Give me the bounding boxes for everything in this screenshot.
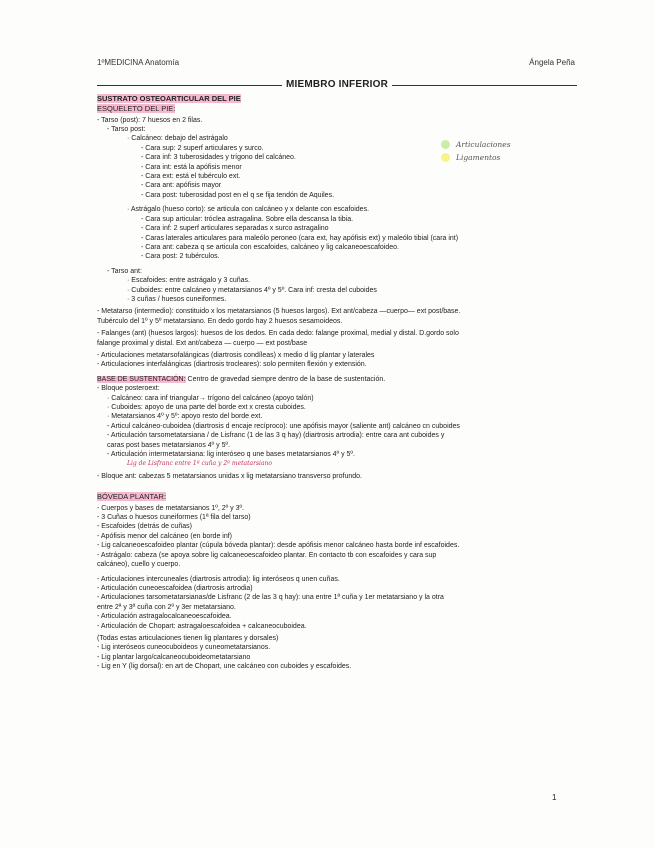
text-line: - Cara post: tuberosidad post en el q se fija tendón de Aquiles.	[141, 191, 335, 199]
text-line: · Metatarsianos 4º y 5º: apoyo resto del borde ext.	[107, 413, 263, 421]
ligamentos-list	[97, 634, 577, 672]
text-line: - 3 Cuñas o huesos cuneiformes (1ª fila del tarso)	[97, 514, 251, 522]
text-line: - Cara inf: 3 tuberosidades y trígono del calcáneo.	[141, 154, 296, 162]
text-line: - Lig plantar largo/calcaneocuboideometatarsiano	[97, 653, 251, 661]
text-line: - Articulaciones tarsometatarsianas/de Lisfranc (2 de las 3 q hay): una entre 1ª cuña y 1er metatarsiano y la otra	[97, 594, 444, 602]
text-line: · 3 cuñas / huesos cuneiformes.	[127, 295, 227, 303]
handwritten-note: Lig de Lisfranc entre 1ª cuña y 2º metatarsiano	[127, 460, 273, 468]
header-right: Ángela Peña	[529, 58, 575, 67]
text-line: · Calcáneo: cara inf triangular→ trígono del calcáneo (apoyo talón)	[107, 394, 314, 402]
articulaciones-paragraph	[97, 351, 577, 370]
text-line: - Escafoides (detrás de cuñas)	[97, 523, 192, 531]
text-line: - Cara int: está la apófisis menor	[141, 163, 242, 171]
text-line: - Cara ext: está el tubérculo ext.	[141, 173, 241, 181]
falanges-paragraph	[97, 329, 577, 348]
text-line: · Cuboides: entre calcáneo y metatarsianos 4º y 5º. Cara inf: cresta del cuboides	[127, 286, 377, 294]
text-line: - Tarso ant:	[107, 267, 142, 275]
boveda-list	[97, 504, 577, 570]
title-rule-left	[97, 85, 282, 86]
text-line: - Articulación tarsometatarsiana / de Lisfranc (1 de las 3 q hay) (diartrosis artrodia): entre cara ant cuboides y	[107, 432, 445, 440]
text-line: - Metatarso (intermedio): constituido x los metatarsianos (5 huesos largos). Ext ant/cabeza —cuerpo— ext post/base.	[97, 308, 461, 316]
articulaciones-list	[97, 575, 577, 631]
skeleton-list	[97, 116, 577, 305]
text-line: (Todas estas articulaciones tienen lig plantares y dorsales)	[97, 634, 279, 642]
text-line: - Cara post: 2 tubérculos.	[141, 253, 220, 261]
title-rule-right	[392, 85, 577, 86]
text-line: - Cuerpos y bases de metatarsianos 1º, 2º y 3º.	[97, 504, 244, 512]
text-line: entre 2ª y 3ª cuña con 2º y 3er metatarsiano.	[97, 603, 236, 611]
text-line: Tubérculo del 1º y 5º metatarsiano. En dedo gordo hay 2 huesos sesamoideos.	[97, 317, 343, 325]
text-line: - Bloque posteroext:	[97, 385, 160, 393]
legend-label: Ligamentos	[456, 153, 501, 162]
text-line: - Caras laterales articulares para maleólo peroneo (cara ext, hay apófisis ext) y maleólo tibial (cara int)	[141, 234, 459, 242]
text-line: - Articulación intermetatarsiana: lig interóseo q une bases metatarsianos 4º y 5º.	[107, 451, 355, 459]
text-line: - Articulación astragalocalcaneoescafoidea.	[97, 613, 232, 621]
text-line: - Articul calcáneo-cuboidea (diartrosis d encaje recíproco): une apófisis mayor (saliente ant) calcáneo cn cuboides	[107, 422, 460, 430]
page-header	[97, 58, 577, 67]
text-line: · Astrágalo (hueso corto): se articula con calcáneo y x delante con escafoides.	[127, 206, 370, 214]
text-line: - Articulaciones intercuneales (diartrosis artrodia): lig interóseos q unen cuñas.	[97, 575, 340, 583]
text-line: - Tarso post:	[107, 126, 146, 134]
text-line: falange proximal y distal. Ext ant/cabeza — cuerpo — ext post/base	[97, 339, 308, 347]
metatarso-paragraph	[97, 307, 577, 326]
text-line: - Cara inf: 2 superf articulares separadas x surco astragalino	[141, 225, 329, 233]
text-line: - Lig en Y (lig dorsal): en art de Chopart, une calcáneo con cuboides y escafoides.	[97, 663, 352, 671]
text-line: - Cara ant: apófisis mayor	[141, 182, 222, 190]
boveda-heading: BÓVEDA PLANTAR:	[97, 492, 167, 502]
text-line: · Escafoides: entre astrágalo y 3 cuñas.	[127, 277, 250, 285]
text-line: · Calcáneo: debajo del astrágalo	[127, 135, 228, 143]
text-line: - Lig interóseos cuneocuboideos y cuneometatarsianos.	[97, 644, 271, 652]
page-number: 1	[552, 793, 557, 802]
text-line: - Articulación de Chopart: astragaloescafoidea + calcaneocuboidea.	[97, 622, 307, 630]
text-line: - Articulación cuneoescafoidea (diartrosis artrodia)	[97, 584, 253, 592]
title-row	[97, 80, 577, 89]
base-list	[97, 384, 577, 459]
text-line: - Articulaciones metatarsofalángicas (diartrosis condíleas) x medio d lig plantar y laterales	[97, 351, 375, 359]
text-line: - Lig calcaneoescafoideo plantar (cúpula bóveda plantar): desde apófisis menor calcáneo hasta borde inf escafoides.	[97, 542, 460, 550]
text-line: · Cuboides: apoyo de una parte del borde ext x cresta cuboides.	[107, 404, 306, 411]
text-line: - Falanges (ant) (huesos largos): huesos de los dedos. En cada dedo: falange proximal, medial y distal. D.gordo solo	[97, 330, 459, 338]
text-line: - Apófisis menor del calcáneo (en borde inf)	[97, 532, 233, 540]
text-line: - Astrágalo: cabeza (se apoya sobre lig calcaneoescafoideo plantar. En contacto tb con escafoides y cara sup	[97, 551, 437, 559]
subsection-heading: ESQUELETO DEL PIE:	[97, 104, 176, 114]
text-line: - Cara sup: 2 superf articulares y surco.	[141, 144, 264, 152]
header-left: 1ºMEDICINA Anatomía	[97, 58, 180, 67]
text-line: calcáneo), cuello y cuerpo.	[97, 561, 181, 569]
legend-label: Articulaciones	[456, 140, 511, 149]
document-content	[97, 58, 577, 672]
text-line: - Cara ant: cabeza q se articula con escafoides, calcáneo y lig calcaneoescafoideo.	[141, 243, 399, 251]
text-line: - Tarso (post): 7 huesos en 2 filas.	[97, 116, 203, 124]
section-heading: SUSTRATO OSTEOARTICULAR DEL PIE	[97, 93, 241, 103]
text-line: caras post bases metatarsianos 4º y 5º.	[107, 441, 231, 449]
base-sustentacion-heading: BASE DE SUSTENTACIÓN: Centro de gravedad siempre dentro de la base de sustentación.	[97, 375, 386, 383]
text-line: - Articulaciones interfalángicas (diartrosis trocleares): solo permiten flexión y extensión.	[97, 361, 367, 369]
bloque-ant-line: - Bloque ant: cabezas 5 metatarsianos unidas x lig metatarsiano transverso profundo.	[97, 472, 362, 480]
text-line: - Cara sup articular: tróclea astragalina. Sobre ella descansa la tibia.	[141, 215, 354, 223]
page-title: MIEMBRO INFERIOR	[285, 79, 389, 91]
